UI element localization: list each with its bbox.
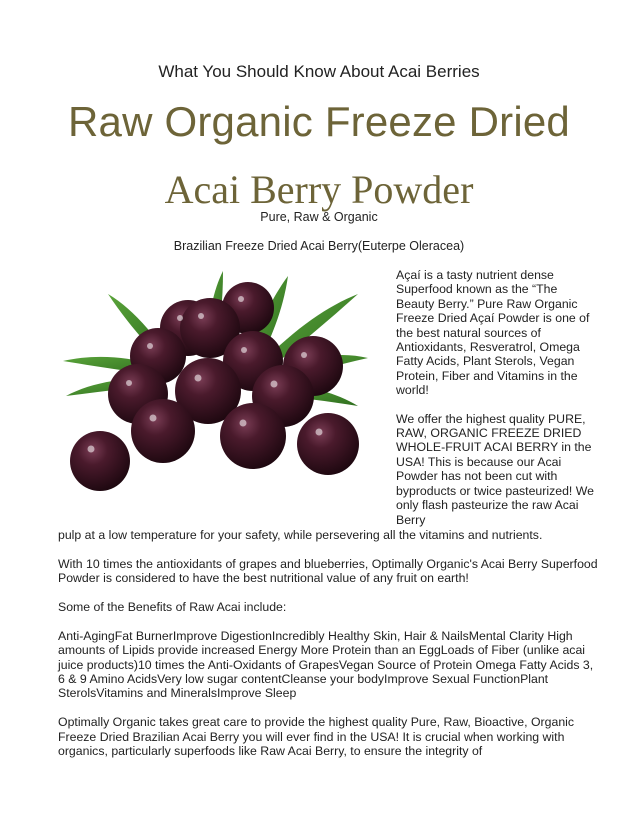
pre-title: What You Should Know About Acai Berries	[158, 62, 480, 81]
acai-berries-photo	[58, 266, 378, 518]
benefits-list: Anti-AgingFat BurnerImprove DigestionIncredibly Healthy Skin, Hair & NailsMental Clarity High amounts of Lipids provide increased Energy More Protein than an EggLoads of Fiber (unlike acai juice products)10 times the Anti-Oxidants of GrapesVegan Source of Protein Omega Fatty Acids 3, 6 & 9 Amino AcidsVery low sugar contentCleanse your bodyImprove Sexual FunctionPlant SterolsVitamins and MineralsImprove Sleep	[58, 628, 594, 701]
continued-paragraph: pulp at a low temperature for your safety, while persevering all the vitamins and nutrients.	[58, 528, 543, 542]
benefits-heading: Some of the Benefits of Raw Acai include:	[58, 600, 287, 614]
body-text	[58, 528, 598, 773]
side-text-column	[396, 268, 596, 541]
quality-paragraph: We offer the highest quality PURE, RAW, ORGANIC FREEZE DRIED WHOLE-FRUIT ACAI BERRY in the USA! This is because our Acai Powder has not been cut with byproducts or twice pasteurized! We only flash pasteurize the raw Acai Berry	[396, 411, 594, 527]
intro-paragraph: Açaí is a tasty nutrient dense Superfood known as the “The Beauty Berry.” Pure Raw Organic Freeze Dried Açaí Powder is one of the best natural sources of Antioxidants, Resveratrol, Omega Fatty Acids, Plant Sterols, Vegan Protein, Fiber and Vitamins in the world!	[396, 268, 590, 398]
page-title-line2: Acai Berry Powder	[164, 167, 474, 212]
antioxidants-paragraph: With 10 times the antioxidants of grapes and blueberries, Optimally Organic's Acai Berry Superfood Powder is considered to have the best nutritional value of any fruit on earth!	[58, 556, 598, 586]
page-title-line1: Raw Organic Freeze Dried	[68, 98, 570, 145]
quality-care-paragraph: Optimally Organic takes great care to provide the highest quality Pure, Raw, Bioactive, Organic Freeze Dried Brazilian Acai Berry you will ever find in the USA! It is crucial when working with organics, particularly superfoods like Raw Acai Berry, to ensure the integrity of	[58, 715, 575, 759]
subtitle-brazilian: Brazilian Freeze Dried Acai Berry(Euterpe Oleracea)	[173, 239, 465, 253]
acai-berries	[70, 282, 359, 491]
subtitle-pure-raw: Pure, Raw & Organic	[260, 210, 378, 224]
